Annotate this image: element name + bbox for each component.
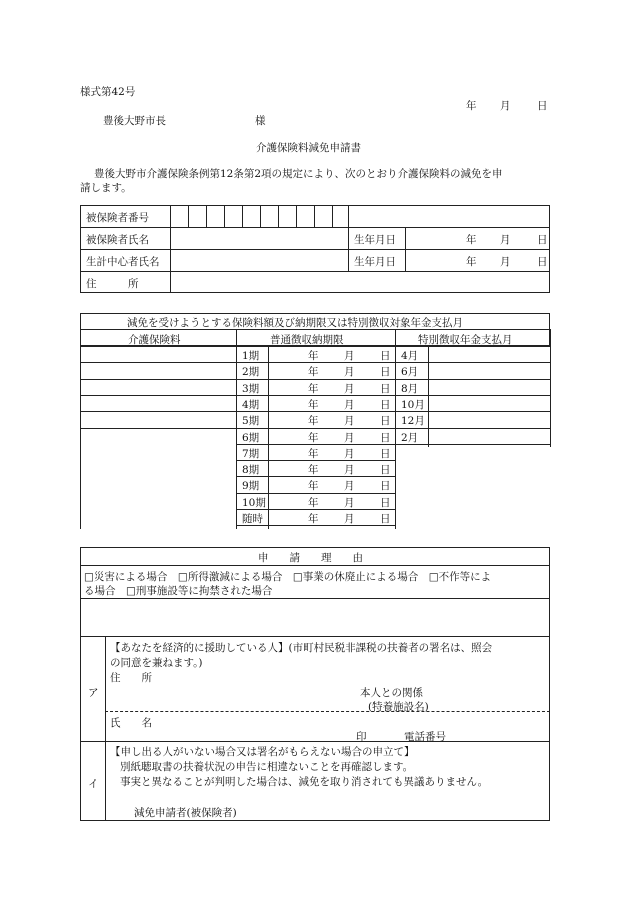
reason-line-1: □災害による場合 □所得激減による場合 □事業の休廃止による場合 □不作等によ — [84, 571, 492, 583]
period-year: 年 — [308, 513, 319, 525]
period-year: 年 — [308, 497, 319, 509]
period-day: 日 — [380, 350, 391, 362]
period-year: 年 — [308, 448, 319, 460]
period-day: 日 — [380, 497, 391, 509]
period-month: 月 — [344, 464, 355, 476]
period-month: 月 — [344, 350, 355, 362]
reason-line-2: る場合 □刑事施設等に拘禁された場合 — [84, 585, 273, 597]
period-year: 年 — [308, 464, 319, 476]
period-month: 月 — [344, 513, 355, 525]
period-month: 月 — [344, 497, 355, 509]
section-a-label: ア — [88, 687, 99, 699]
period-month: 月 — [344, 415, 355, 427]
section-a-name: 氏 名 — [110, 717, 152, 729]
pension-month: 2月 — [401, 432, 419, 444]
reason-heading: 申 請 理 由 — [258, 552, 363, 564]
birth2-y: 年 — [466, 256, 477, 268]
period-label: 8期 — [242, 464, 260, 476]
addressee: 豊後大野市長 — [103, 115, 166, 127]
section-a-address: 住 所 — [110, 672, 152, 684]
period-day: 日 — [380, 513, 391, 525]
period-label: 随時 — [242, 513, 263, 525]
page-title: 介護保険料減免申請書 — [256, 142, 361, 154]
period-year: 年 — [308, 366, 319, 378]
section-a-title-1: 【あなたを経済的に援助している人】(市町村民税非課税の扶養者の署名は、照会 — [110, 642, 493, 654]
intro-line-1: 豊後大野市介護保険条例第12条第2項の規定により、次のとおり介護保険料の減免を申 — [94, 168, 503, 180]
label-birth-2: 生年月日 — [354, 256, 396, 268]
premium-col2: 普通徴収納期限 — [270, 334, 344, 346]
form-number: 様式第42号 — [80, 86, 136, 98]
date-month: 月 — [500, 100, 511, 112]
period-label: 7期 — [242, 448, 260, 460]
period-year: 年 — [308, 350, 319, 362]
section-i-signer: 減免申請者(被保険者) — [134, 807, 237, 819]
premium-col3: 特別徴収年金支払月 — [418, 334, 513, 346]
period-month: 月 — [344, 480, 355, 492]
birth1-m: 月 — [500, 234, 511, 246]
section-i-label: イ — [88, 778, 99, 790]
period-label: 3期 — [242, 383, 260, 395]
section-a-phone: 電話番号 — [404, 731, 446, 743]
section-i-line-2: 事実と異なることが判明した場合は、減免を取り消されても異議ありません。 — [120, 776, 489, 788]
label-insured-no: 被保険者番号 — [86, 212, 149, 224]
period-year: 年 — [308, 399, 319, 411]
label-birth-1: 生年月日 — [354, 234, 396, 246]
period-month: 月 — [344, 448, 355, 460]
label-insured-name: 被保険者氏名 — [86, 234, 149, 246]
premium-col1: 介護保険料 — [128, 334, 181, 346]
period-month: 月 — [344, 366, 355, 378]
period-day: 日 — [380, 415, 391, 427]
period-year: 年 — [308, 415, 319, 427]
period-day: 日 — [380, 432, 391, 444]
birth1-y: 年 — [466, 234, 477, 246]
period-day: 日 — [380, 366, 391, 378]
section-a-seal: 印 — [356, 731, 367, 743]
section-a-relation: 本人との関係 — [360, 687, 423, 699]
period-year: 年 — [308, 432, 319, 444]
pension-month: 6月 — [401, 366, 419, 378]
premium-heading: 減免を受けようとする保険料額及び納期限又は特別徴収対象年金支払月 — [127, 317, 463, 329]
birth2-m: 月 — [500, 256, 511, 268]
addressee-sama: 様 — [255, 115, 266, 127]
period-month: 月 — [344, 383, 355, 395]
birth2-d: 日 — [537, 256, 548, 268]
period-label: 1期 — [242, 350, 260, 362]
section-a-title-2: の同意を兼ねます。) — [110, 657, 203, 669]
period-year: 年 — [308, 383, 319, 395]
period-day: 日 — [380, 448, 391, 460]
period-label: 10期 — [242, 497, 266, 509]
period-label: 9期 — [242, 480, 260, 492]
pension-month: 12月 — [401, 415, 425, 427]
period-label: 5期 — [242, 415, 260, 427]
label-address: 住 所 — [86, 278, 139, 290]
period-day: 日 — [380, 383, 391, 395]
period-label: 6期 — [242, 432, 260, 444]
label-household-head: 生計中心者氏名 — [86, 256, 160, 268]
birth1-d: 日 — [537, 234, 548, 246]
period-day: 日 — [380, 480, 391, 492]
section-i-title: 【申し出る人がいない場合又は署名がもらえない場合の申立て】 — [110, 746, 415, 758]
date-day: 日 — [537, 100, 548, 112]
date-year: 年 — [466, 100, 477, 112]
intro-line-2: 請します。 — [80, 182, 132, 194]
period-label: 4期 — [242, 399, 260, 411]
period-year: 年 — [308, 480, 319, 492]
section-a-facility: (特養施設名) — [368, 701, 429, 713]
pension-month: 10月 — [401, 399, 425, 411]
period-day: 日 — [380, 399, 391, 411]
period-label: 2期 — [242, 366, 260, 378]
pension-month: 4月 — [401, 350, 419, 362]
period-day: 日 — [380, 464, 391, 476]
period-month: 月 — [344, 399, 355, 411]
section-i-line-1: 別紙聴取書の扶養状況の申告に相違ないことを再確認します。 — [120, 761, 414, 773]
period-month: 月 — [344, 432, 355, 444]
pension-month: 8月 — [401, 383, 419, 395]
